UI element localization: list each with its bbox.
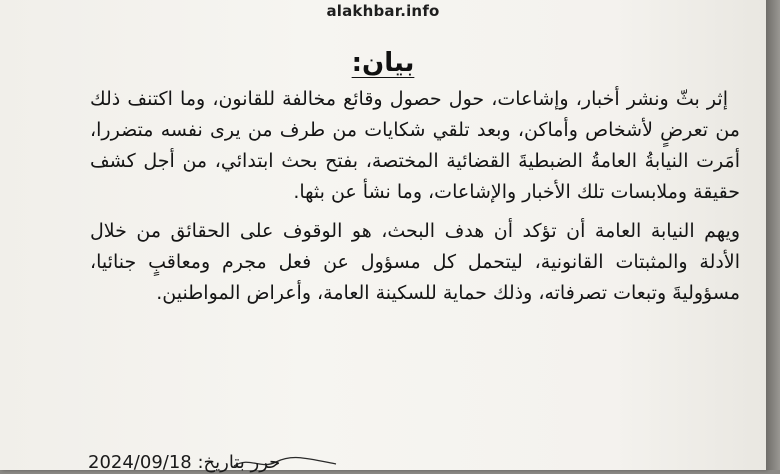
- page-edge-shadow: [766, 0, 780, 470]
- document-date: حرر بتاريخ: 2024/09/18: [88, 452, 281, 473]
- document-title: بيان:: [351, 48, 415, 78]
- paragraph-1: إثر بثّ ونشر أخبار، وإشاعات، حول حصول وقائع مخالفة للقانون، وما اكتنف ذلك من تعرضٍ لأشخاص وأماكن، وبعد تلقي شكايات من طرف من يرى نفسه متضررا، أمَرت النيابةُ العامةُ الضبطيةَ القضائية المختصة، بفتح بحث ابتدائي، من أجل كشف حقيقة وملابسات تلك الأخبار والإشاعات، وما نشأ عن بثها.: [90, 88, 740, 203]
- paragraph-2: ويهم النيابة العامة أن تؤكد أن هدف البحث، هو الوقوف على الحقائق من خلال الأدلة والمثبتات القانونية، ليتحمل كل مسؤول عن فعل مجرم ومعاقبٍ جنائيا، مسؤوليةَ وتبعات تصرفاته، وذلك حماية للسكينة العامة، وأعراض المواطنين.: [90, 220, 740, 304]
- document-body: [90, 84, 740, 309]
- source-watermark: alakhbar.info: [326, 2, 440, 20]
